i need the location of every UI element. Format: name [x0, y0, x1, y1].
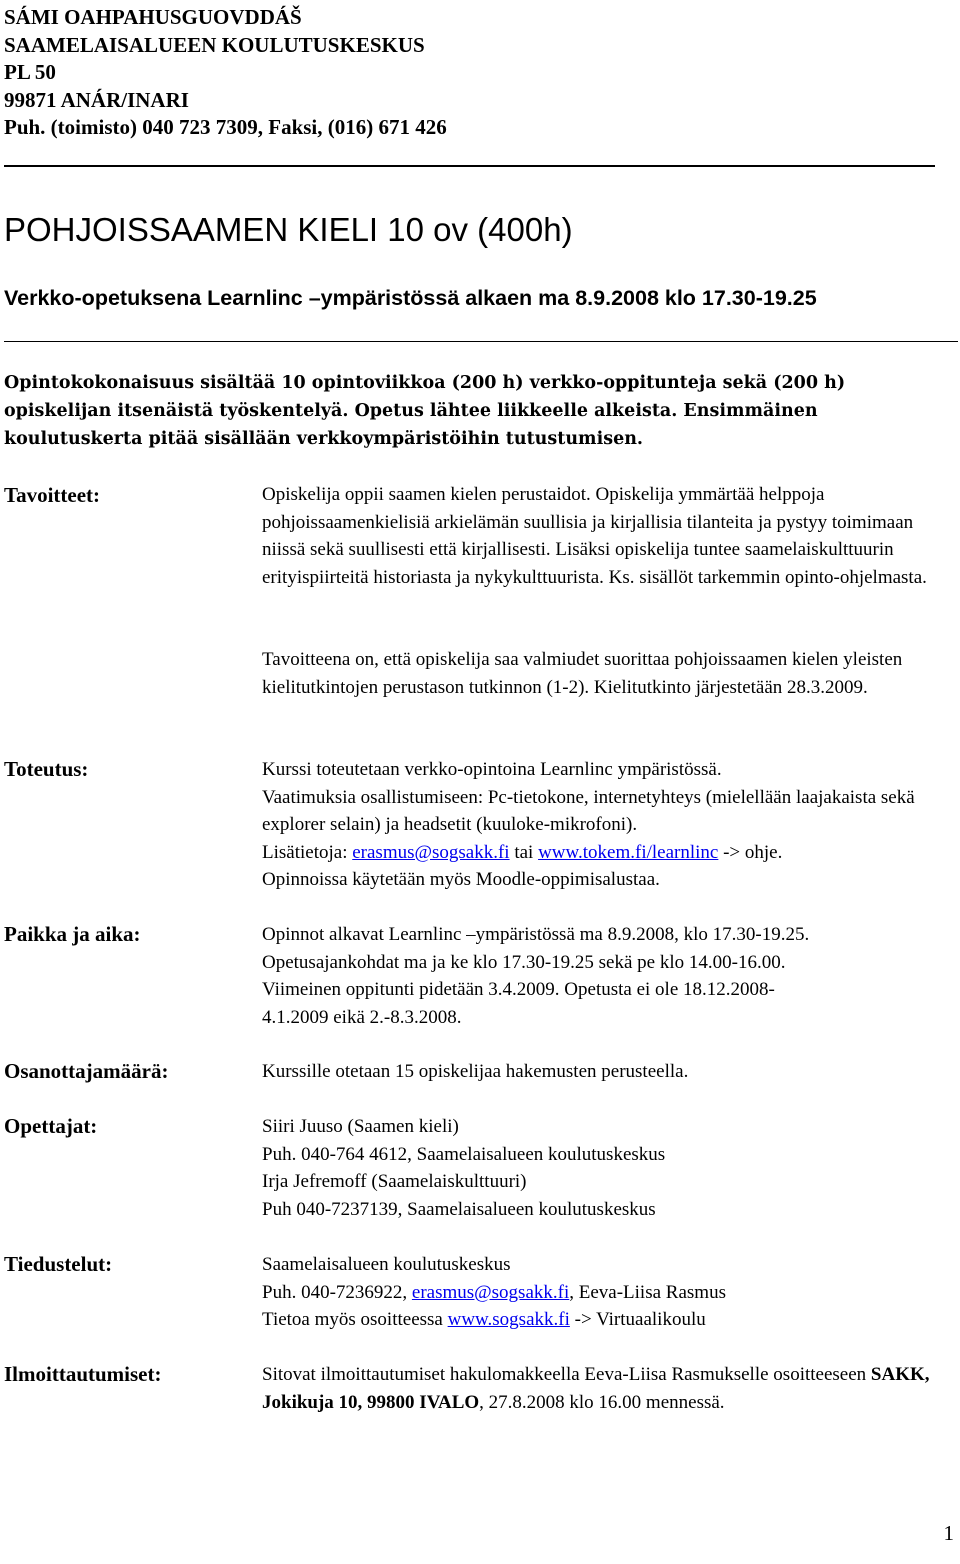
- info-prefix: Lisätietoja:: [262, 841, 353, 863]
- learnlinc-link[interactable]: www.tokem.fi/learnlinc: [538, 841, 719, 863]
- web-prefix: Tietoa myös osoitteessa: [262, 1309, 448, 1330]
- osanottaja-text: Kurssille otetaan 15 opiskelijaa hakemusten perusteella.: [262, 1061, 689, 1082]
- opettajat-block: [262, 1113, 958, 1223]
- toteutus-line-4: Opinnoissa käytetään myös Moodle-oppimisalustaa.: [262, 869, 660, 890]
- label-osanottajamaara: Osanottajamäärä:: [4, 1059, 169, 1083]
- tiedustelut-block: [262, 1251, 958, 1334]
- contact-name: , Eeva-Liisa Rasmus: [569, 1281, 726, 1303]
- label-opettajat: Opettajat:: [4, 1114, 98, 1138]
- label-tiedustelut: Tiedustelut:: [4, 1252, 113, 1276]
- page-title: POHJOISSAAMEN KIELI 10 ov (400h): [4, 211, 573, 248]
- paikka-line-3: Viimeinen oppitunti pidetään 3.4.2009. Opetusta ei ole 18.12.2008-4.1.2009 eikä 2.-8.3.2008.: [262, 979, 775, 1028]
- page-number: 1: [943, 1521, 954, 1545]
- intro-paragraph: Opintokokonaisuus sisältää 10 opintoviikkoa (200 h) verkko-oppitunteja sekä (200 h) opiskelijan itsenäistä työskentelyä. Opetus lähtee liikkeelle alkeista. Ensimmäinen koulutuskerta pitää sisällään verkkoympäristöihin tutustumisen.: [4, 373, 846, 449]
- letterhead: [4, 4, 447, 142]
- header-divider: [4, 165, 935, 167]
- tiedustelut-phone-line: [262, 1279, 958, 1307]
- phone-prefix: Puh. 040-7236922,: [262, 1281, 412, 1303]
- ilmoittautumiset-text: [262, 1361, 958, 1416]
- email-link[interactable]: erasmus@sogsakk.fi: [352, 841, 510, 863]
- registration-prefix: Sitovat ilmoittautumiset hakulomakkeella Eeva-Liisa Rasmukselle osoitteeseen: [262, 1364, 871, 1385]
- info-or: tai: [509, 841, 539, 863]
- label-tavoitteet: Tavoitteet:: [4, 483, 101, 507]
- label-toteutus: Toteutus:: [4, 757, 89, 781]
- tavoitteet-paragraph-2: Tavoitteena on, että opiskelija saa valmiudet suorittaa pohjoissaamen kielen yleisten kielitutkintojen perustason tutkinnon (1-2). Kielitutkinto järjestetään 28.3.2009.: [262, 649, 903, 698]
- toteutus-info-line: [262, 839, 958, 867]
- teacher-1-phone: Puh. 040-764 4612, Saamelaisalueen koulutuskeskus: [262, 1143, 666, 1165]
- tavoitteet-paragraph-1: Opiskelija oppii saamen kielen perustaidot. Opiskelija ymmärtää helppoja pohjoissaamenkielisiä arkielämän suullisia ja kirjallisia tilanteita ja pystyy toimimaan niissä sekä suullisesti että kirjallisesti. Lisäksi opiskelija tuntee saamelaiskulttuurin erityispiirteitä historiasta ja nykykulttuurista. Ks. sisällöt tarkemmin opinto-ohjelmasta.: [262, 484, 927, 588]
- paikka-block: [262, 921, 958, 1031]
- registration-address: SAKK, Jokikuja 10, 99800 IVALO: [262, 1364, 930, 1413]
- info-suffix: -> ohje.: [718, 841, 783, 863]
- web-suffix: -> Virtuaalikoulu: [569, 1309, 706, 1330]
- sogsakk-link[interactable]: www.sogsakk.fi: [447, 1309, 570, 1330]
- label-paikka-ja-aika: Paikka ja aika:: [4, 922, 141, 946]
- tiedustelut-org: Saamelaisalueen koulutuskeskus: [262, 1254, 511, 1275]
- teacher-2-name: Irja Jefremoff (Saamelaiskulttuuri): [262, 1171, 527, 1192]
- postal-address: 99871 ANÁR/INARI: [4, 87, 189, 112]
- toteutus-line-2: Vaatimuksia osallistumiseen: Pc-tietokone, internetyhteys (mielellään laajakaista sekä explorer selain) ja headsetit (kuuloke-mikrofoni).: [262, 786, 915, 835]
- page-subtitle: Verkko-opetuksena Learnlinc –ympäristössä alkaen ma 8.9.2008 klo 17.30-19.25: [4, 286, 817, 310]
- paikka-line-1: Opinnot alkavat Learnlinc –ympäristössä ma 8.9.2008, klo 17.30-19.25.: [262, 924, 810, 945]
- toteutus-line-1: Kurssi toteutetaan verkko-opintoina Learnlinc ympäristössä.: [262, 759, 722, 780]
- label-ilmoittautumiset: Ilmoittautumiset:: [4, 1362, 162, 1386]
- phone-fax: Puh. (toimisto) 040 723 7309, Faksi, (016) 671 426: [4, 115, 447, 139]
- org-name-finnish: SAAMELAISALUEEN KOULUTUSKESKUS: [4, 32, 425, 57]
- toteutus-block: [262, 756, 958, 894]
- subtitle-divider: [4, 341, 958, 342]
- teacher-2-phone: Puh 040-7237139, Saamelaisalueen koulutuskeskus: [262, 1198, 656, 1220]
- po-box: PL 50: [4, 60, 56, 84]
- paikka-line-2: Opetusajankohdat ma ja ke klo 17.30-19.25 sekä pe klo 14.00-16.00.: [262, 951, 786, 973]
- teacher-1-name: Siiri Juuso (Saamen kieli): [262, 1116, 459, 1137]
- email-link[interactable]: erasmus@sogsakk.fi: [411, 1281, 570, 1303]
- tiedustelut-web-line: [262, 1306, 958, 1334]
- org-name-sami: SÁMI OAHPAHUSGUOVDDÁŠ: [4, 5, 302, 29]
- registration-deadline: , 27.8.2008 klo 16.00 mennessä.: [479, 1391, 725, 1413]
